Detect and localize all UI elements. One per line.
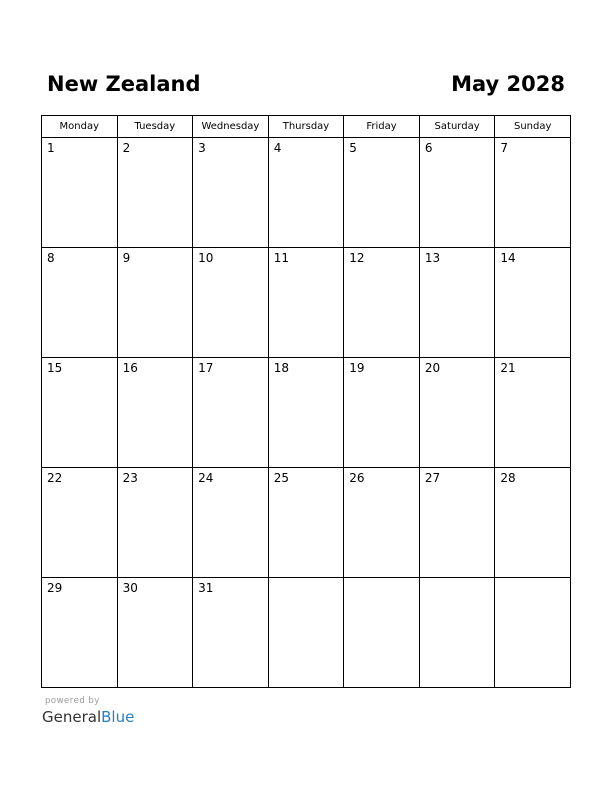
day-number: 6 bbox=[424, 141, 433, 155]
weekday-header: Thursday bbox=[268, 116, 344, 138]
weekday-header: Friday bbox=[344, 116, 420, 138]
day-number: 30 bbox=[122, 581, 138, 595]
day-cell bbox=[344, 358, 420, 468]
day-cell bbox=[42, 248, 118, 358]
day-number: 11 bbox=[273, 251, 289, 265]
day-cell bbox=[495, 138, 571, 248]
day-number: 24 bbox=[198, 471, 214, 485]
day-cell bbox=[193, 468, 269, 578]
day-cell bbox=[344, 138, 420, 248]
day-cell bbox=[344, 468, 420, 578]
day-cell bbox=[495, 248, 571, 358]
day-number: 10 bbox=[198, 251, 214, 265]
day-cell bbox=[268, 468, 344, 578]
day-number: 25 bbox=[273, 471, 289, 485]
day-cell bbox=[268, 578, 344, 688]
week-row bbox=[42, 468, 571, 578]
day-cell bbox=[268, 138, 344, 248]
day-number: 22 bbox=[47, 471, 63, 485]
day-number bbox=[420, 578, 495, 581]
brand-general-text: General bbox=[42, 708, 102, 726]
day-cell bbox=[117, 138, 193, 248]
week-row bbox=[42, 578, 571, 688]
day-number: 17 bbox=[198, 361, 214, 375]
day-number: 14 bbox=[500, 251, 516, 265]
day-cell bbox=[495, 578, 571, 688]
day-number: 5 bbox=[349, 141, 357, 155]
week-row bbox=[42, 138, 571, 248]
brand-blue-text: Blue bbox=[101, 708, 135, 726]
day-number: 23 bbox=[122, 471, 138, 485]
day-number: 18 bbox=[273, 361, 289, 375]
day-number: 13 bbox=[424, 251, 441, 265]
day-cell bbox=[344, 248, 420, 358]
day-number: 16 bbox=[122, 361, 138, 375]
day-cell bbox=[268, 358, 344, 468]
weekday-header: Sunday bbox=[495, 116, 571, 138]
day-number: 9 bbox=[122, 251, 131, 265]
day-cell bbox=[193, 248, 269, 358]
day-cell bbox=[117, 358, 193, 468]
generalblue-footer bbox=[42, 696, 134, 726]
weekday-header: Saturday bbox=[419, 116, 495, 138]
day-cell bbox=[193, 578, 269, 688]
calendar-grid bbox=[41, 115, 571, 688]
day-number bbox=[269, 578, 344, 581]
day-cell bbox=[419, 578, 495, 688]
weekday-header: Tuesday bbox=[117, 116, 193, 138]
day-number: 1 bbox=[47, 141, 55, 155]
day-number: 2 bbox=[122, 141, 131, 155]
day-number bbox=[344, 578, 419, 581]
day-cell bbox=[344, 578, 420, 688]
day-cell bbox=[495, 468, 571, 578]
day-cell bbox=[419, 468, 495, 578]
day-number: 15 bbox=[47, 361, 63, 375]
week-row bbox=[42, 248, 571, 358]
day-cell bbox=[419, 358, 495, 468]
day-cell bbox=[117, 468, 193, 578]
generalblue-logo bbox=[42, 708, 134, 726]
day-cell bbox=[193, 358, 269, 468]
day-number: 3 bbox=[198, 141, 206, 155]
day-number: 27 bbox=[424, 471, 441, 485]
day-number: 4 bbox=[273, 141, 282, 155]
powered-by-label: powered by bbox=[45, 696, 100, 706]
day-cell bbox=[42, 578, 118, 688]
week-row bbox=[42, 358, 571, 468]
calendar-country-title: New Zealand bbox=[47, 72, 201, 96]
day-number: 28 bbox=[500, 471, 516, 485]
day-number: 12 bbox=[349, 251, 365, 265]
day-cell bbox=[268, 248, 344, 358]
day-number: 29 bbox=[47, 581, 63, 595]
day-cell bbox=[42, 358, 118, 468]
day-number: 31 bbox=[198, 581, 214, 595]
day-number: 21 bbox=[500, 361, 516, 375]
day-cell bbox=[193, 138, 269, 248]
day-cell bbox=[117, 248, 193, 358]
day-number: 19 bbox=[349, 361, 365, 375]
day-cell bbox=[495, 358, 571, 468]
day-cell bbox=[42, 138, 118, 248]
day-cell bbox=[419, 138, 495, 248]
day-number bbox=[495, 578, 570, 581]
weekday-header: Monday bbox=[42, 116, 118, 138]
day-number: 8 bbox=[47, 251, 55, 265]
day-cell bbox=[42, 468, 118, 578]
day-cell bbox=[419, 248, 495, 358]
weekday-header-row bbox=[42, 116, 571, 138]
day-number: 26 bbox=[349, 471, 365, 485]
calendar-month-title: May 2028 bbox=[451, 72, 565, 96]
day-number: 20 bbox=[424, 361, 441, 375]
day-cell bbox=[117, 578, 193, 688]
day-number: 7 bbox=[500, 141, 509, 155]
weekday-header: Wednesday bbox=[193, 116, 269, 138]
